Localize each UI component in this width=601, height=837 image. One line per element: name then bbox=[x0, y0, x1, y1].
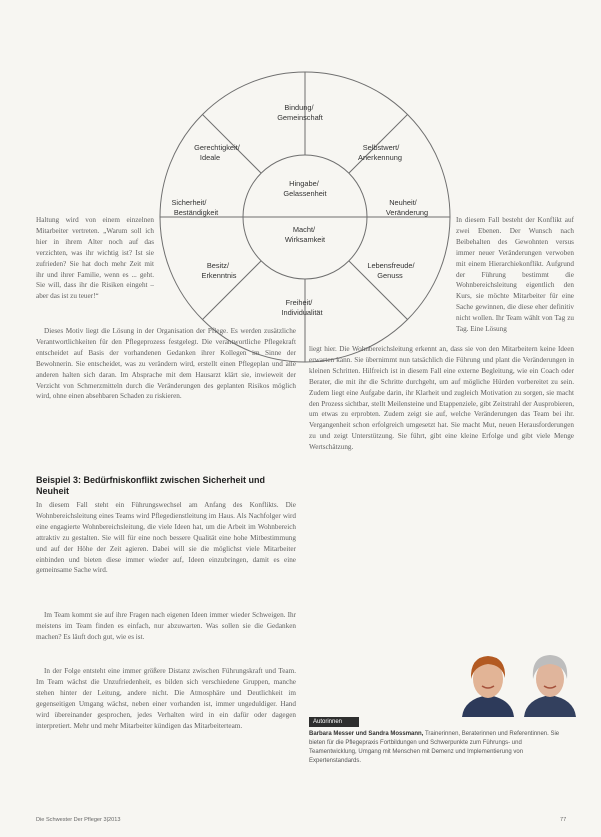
right-column-body bbox=[309, 344, 574, 536]
footer-publication: Die Schwester Der Pfleger 3|2013 bbox=[36, 817, 121, 823]
right-wrap-text bbox=[456, 215, 574, 339]
author-photo-2 bbox=[520, 645, 580, 717]
left-wrap-text bbox=[36, 215, 154, 321]
left-column-body-2 bbox=[36, 500, 296, 608]
right-wrap-paragraph: In diesem Fall besteht der Konflikt auf zwei Ebenen. Der Wunsch nach Beibehalten des Gewohnten versus immer neuer Veränderungen verwoben mit einem Hierarchiekonflikt. Aufgrund der Führung bestimmt die Wohnbereichsleitung eigentlich den Kurs, sie möchte Mitarbeiter für eine Sache gewinnen, die diese eher definitiv nicht wollen. Ihr Team wählt von Tag zu Tag. Eine Lösung bbox=[456, 216, 574, 334]
page-number: 77 bbox=[560, 817, 567, 823]
segment-left-lower: Besitz/ Erkenntnis bbox=[201, 261, 237, 280]
author-portrait-2 bbox=[520, 645, 580, 717]
author-portrait-1 bbox=[456, 645, 520, 717]
segment-right-upper: Neuheit/ Veränderung bbox=[385, 198, 429, 217]
left-body-3-paragraph: Im Team kommt sie auf ihre Fragen nach eigenen Ideen immer wieder Schweigen. Ihr meistens im Team finden es einfach, nur abzuwarten. Was sollen sie die Gedanken machen? Es läuft doch gut, wie es ist. bbox=[36, 611, 296, 641]
left-column-body bbox=[36, 326, 296, 466]
segment-upper-left: Gerechtigkeit/ Ideale bbox=[194, 143, 240, 162]
segment-top bbox=[277, 103, 323, 122]
segment-bottom: Freiheit/ Individualität bbox=[281, 298, 323, 317]
left-body-2-paragraph: In diesem Fall steht ein Führungswechsel am Anfang des Konflikts. Die Wohnbereichsleitung eines Teams wird Pflegedienstleitung im Haus. Als Nachfolger wird eine engagierte Wohnbereichsleitung, die viele Ideen hat, um die Arbeit im Wohnbereich attraktiv zu gestalten. Sie will für eine noch bessere Qualität eine hohe Mitbestimmung und auf der Höhe der Zeit agieren. Dabei will sie die möglichst viele Mitarbeiter einbinden und bieten diese immer wieder auf, Ideen einzubringen, damit es eine gemeinsame Sache wird. bbox=[36, 501, 296, 575]
segment-top-line1: Bindung/ bbox=[284, 103, 314, 112]
segment-upper-right: Selbstwert/ Anerkennung bbox=[358, 143, 402, 162]
segment-top-line2: Gemeinschaft bbox=[277, 113, 323, 122]
segment-left-upper: Sicherheit/ Beständigkeit bbox=[171, 198, 219, 217]
authors-caption bbox=[309, 730, 571, 766]
left-body-paragraph: Dieses Motiv liegt die Lösung in der Organisation der Pflege. Es werden zusätzliche Verantwortlichkeiten für den Pflegeprozess festgelegt. Die verantwortliche Pflegekraft entscheidet auf Basis der vorhandenen Gedanken ihrer Kollegen im Sinne der Bewohnerin. Sie entscheidet, was zu verändern wird, erstellt einen Pflegeplan und alle anderen halten sich daran. Im Absprache mit dem Hausarzt klärt sie, inwieweit der Verzicht von Schmerzmitteln durch die Veränderungen des geplanten Risikos möglich wird, ohne einen absehbaren Schaden zu riskieren. bbox=[36, 327, 296, 401]
author-photo-1 bbox=[456, 645, 520, 717]
caption-names: Barbara Messer und Sandra Mossmann, bbox=[309, 731, 424, 737]
caption-description: Trainerinnen, Beraterinnen und Referentinnen. Sie bieten für die Pflegepraxis Fortbildungen und Schwerpunkte zum Führungs- und Teamentwicklung, Umgang mit Menschen mit Demenz und Implementierung von Expertenstandards. bbox=[309, 731, 560, 764]
left-wrap-paragraph: Haltung wird von einem einzelnen Mitarbeiter vertreten. „Warum soll ich hier in ihrem Alter noch auf das verzichten, was ihr wichtig ist? Ist sie zufrieden? Sie hat doch mehr Zeit mit ihr und ihrer Familie, wenn es ... geht. Sie will, dass ihr die Risiken eingeht – aber das ist zu teuer!“ bbox=[36, 216, 154, 301]
left-body-4-paragraph: In der Folge entsteht eine immer größere Distanz zwischen Führungskraft und Team. Im Team wächst die Unzufriedenheit, es bilden sich verschiedene Gruppen, manche stehen hinter der Leitung, andere nicht. Die Atmosphäre und Deutlichkeit im gegenseitigen Umgang wächst, neben einer vorhanden ist, immer ungeduldiger. Hand wird übereinander gesprochen, jedes Verhalten wird in ein dafür oder dagegen interpretiert. Mehr und mehr Mitarbeiter kündigen das Mitarbeiterteam. bbox=[36, 667, 296, 730]
authors-tag: Autorinnen bbox=[309, 717, 359, 727]
section-heading: Beispiel 3: Bedürfniskonflikt zwischen Sicherheit und Neuheit bbox=[36, 475, 266, 496]
segment-right-lower: Lebensfreude/ Genuss bbox=[367, 261, 415, 280]
segment-center-top: Hingabe/ Gelassenheit bbox=[283, 179, 327, 198]
left-column-body-4 bbox=[36, 666, 296, 796]
segment-center-bottom: Macht/ Wirksamkeit bbox=[284, 225, 326, 244]
right-body-paragraph: liegt hier. Die Wohnbereichsleitung erkennt an, dass sie von den Mitarbeitern keine Ideen erwarten kann. Sie übernimmt nun tatsächlich die Führung und plant die Veränderungen in kleinen Schritten. Hilfreich ist in diesem Fall eine externe Begleitung, wie ein Coach oder Berater, die mit ihr die Schritte durchgeht, um auf mögliche Hürden vorbereitet zu sein. Zudem liegt eine Aufgabe darin, ihr Klarheit und zugleich Motivation zu sorgen, sie macht den Prozess sichtbar, stellt Meilensteine und Etappenziele, gibt Zeitstrahl der Ausprobieren, um etwas zu erprobten. Zudem zeigt sie auf, welche Veränderungen das Team bei ihr. Vergangenheit schon erfolgreich umgesetzt hat. Sie macht Mut, neuen Herausforderungen zu und zeigt Unterstützung. Sie führt, gibt eine kleine Erfolge und gibt viele Menge Wertschätzung. bbox=[309, 345, 574, 452]
left-column-body-3 bbox=[36, 610, 296, 665]
